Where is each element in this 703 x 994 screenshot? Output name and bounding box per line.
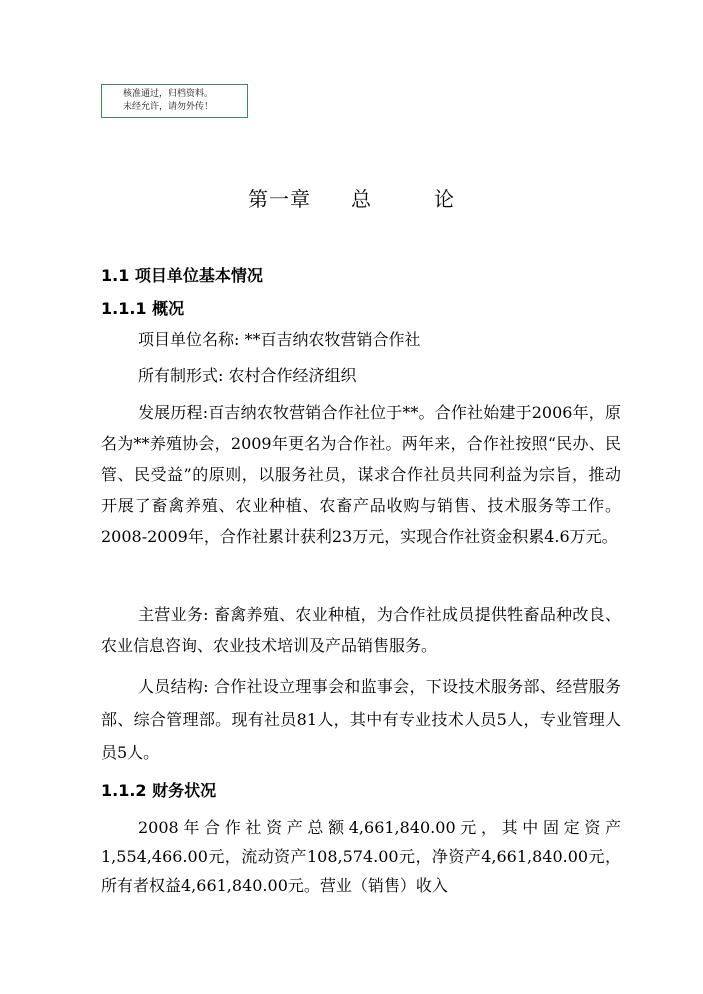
overview-ownership: 所有制形式: 农村合作经济组织 [138, 366, 357, 385]
overview-staff: 人员结构: 合作社设立理事会和监事会，下设技术服务部、经营服务部、综合管理部。现有社员81人，其中有专业技术人员5人，专业管理人员5人。 [101, 677, 621, 762]
stamp-line-2: 未经允许，请勿外传！ [123, 102, 214, 112]
chapter-label: 第一章 [248, 187, 311, 211]
overview-business: 主营业务: 畜禽养殖、农业种植，为合作社成员提供牲畜品种改良、农业信息咨询、农业技术培训及产品销售服务。 [101, 605, 621, 655]
chapter-word-1: 总 [351, 187, 372, 211]
section-heading-1-1-1: 1.1.1 概况 [101, 299, 185, 318]
overview-history: 发展历程:百吉纳农牧营销合作社位于**。合作社始建于2006年，原名为**养殖协会，2009年更名为合作社。两年来，合作社按照“民办、民管、民受益”的原则，以服务社员，谋求合作社员共同利益为宗旨，推动开展了畜禽养殖、农业种植、农畜产品收购与销售、技术服务等工作。2008-2009年，合作社累计获利23万元，实现合作社资金积累4.6万元。 [101, 403, 621, 546]
finance-text: 2008年合作社资产总额4,661,840.00元，其中固定资产1,554,466.00元，流动资产108,574.00元，净资产4,661,840.00元，所有者权益4,661,840.00元。营业（销售）收入 [101, 818, 621, 895]
section-heading-1-1: 1.1 项目单位基本情况 [101, 266, 263, 285]
chapter-title [0, 183, 703, 212]
section-heading-1-1-2: 1.1.2 财务状况 [101, 781, 217, 800]
stamp-line-1: 核准通过，归档资料。 [123, 89, 214, 99]
confidential-stamp [101, 84, 248, 118]
chapter-word-2: 论 [434, 187, 455, 211]
overview-name: 项目单位名称: **百吉纳农牧营销合作社 [138, 330, 421, 349]
